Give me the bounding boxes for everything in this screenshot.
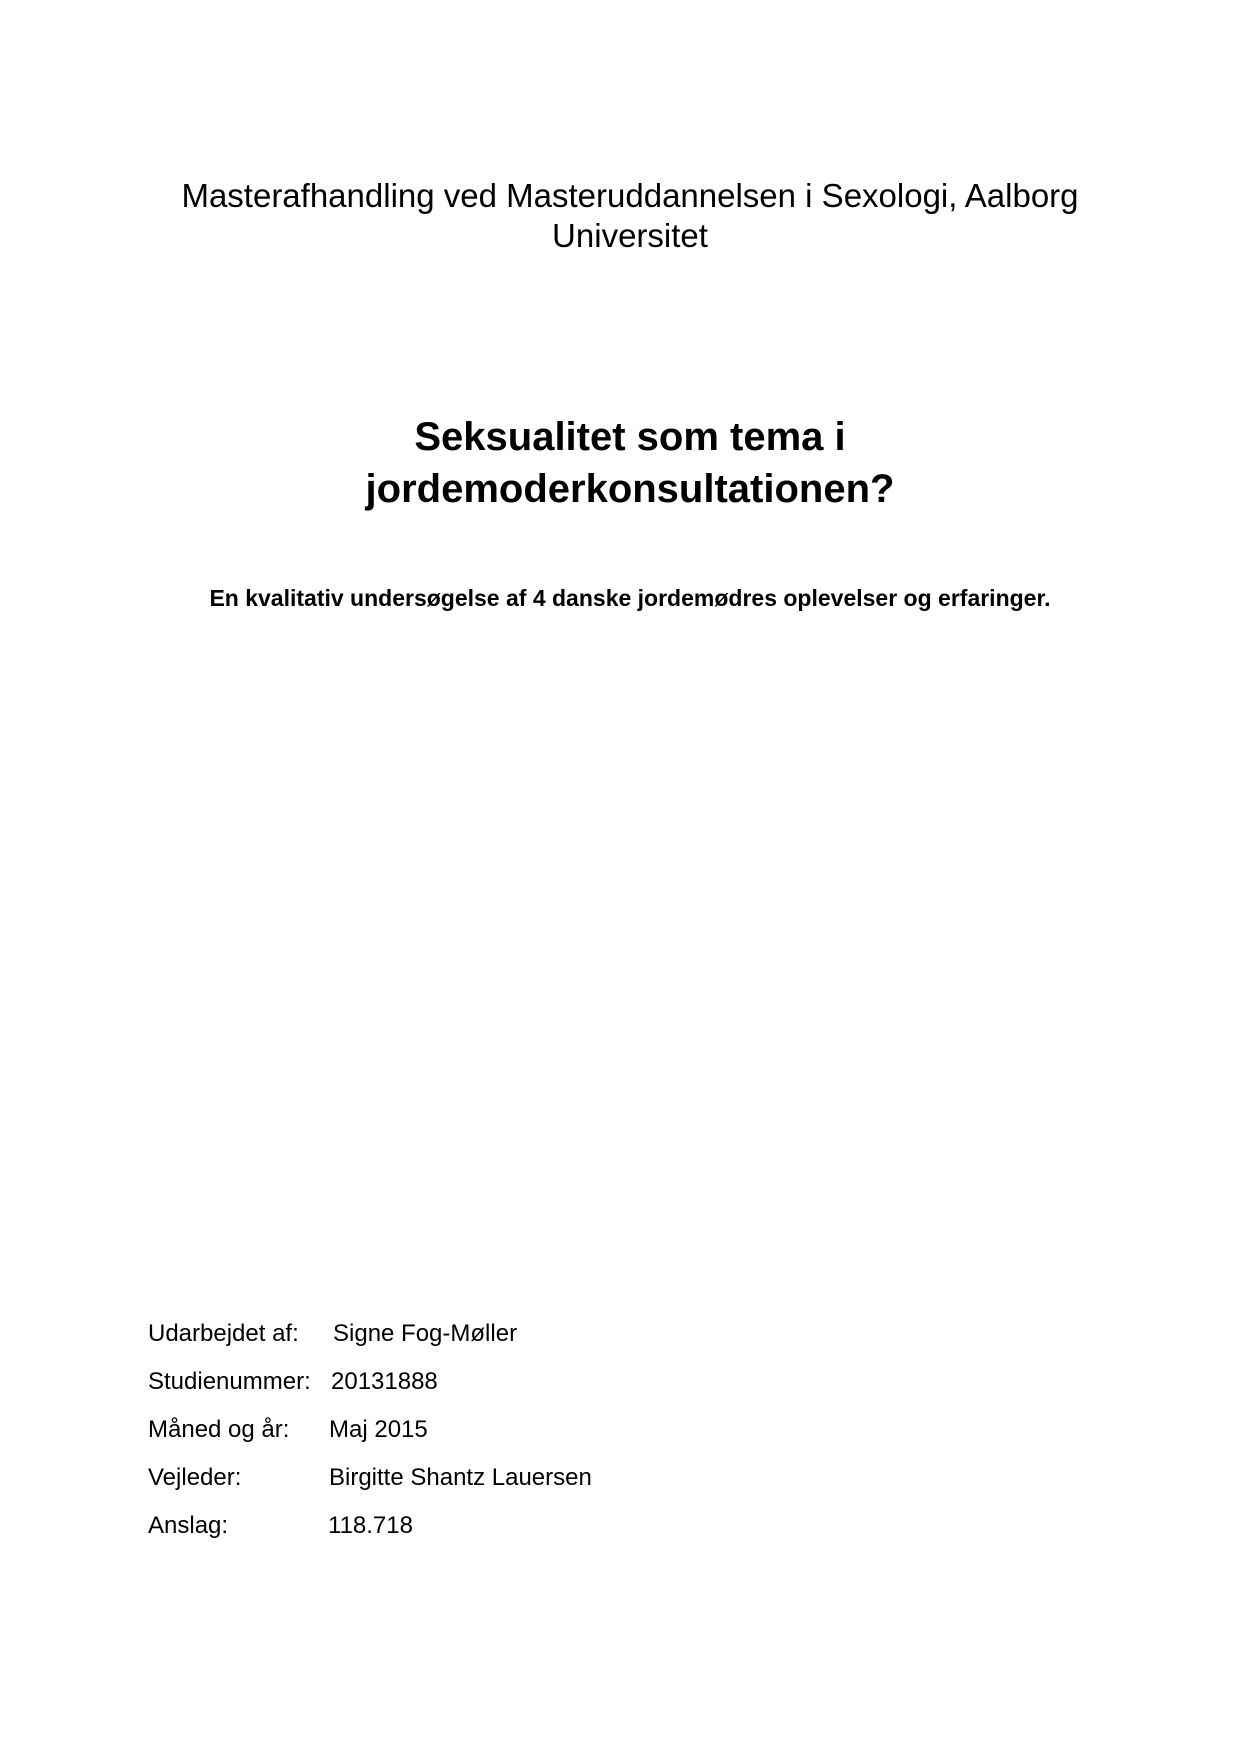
info-value: 20131888 — [331, 1368, 438, 1395]
institution-heading: Masterafhandling ved Masteruddannelsen i Sexologi, Aalborg Universitet — [181, 177, 1079, 254]
info-value: Maj 2015 — [329, 1416, 428, 1443]
info-value: Signe Fog-Møller — [333, 1320, 518, 1347]
thesis-title-line-1: Seksualitet som tema i — [414, 415, 846, 459]
thesis-title — [130, 411, 1130, 515]
info-value: Birgitte Shantz Lauersen — [329, 1464, 592, 1491]
info-label: Måned og år: — [148, 1416, 290, 1443]
info-label: Anslag: — [148, 1512, 229, 1539]
thesis-subtitle: En kvalitativ undersøgelse af 4 danske jordemødres oplevelser og erfaringer. — [209, 585, 1051, 611]
info-label: Studienummer: — [148, 1368, 311, 1395]
info-value: 118.718 — [328, 1512, 413, 1539]
info-label: Vejleder: — [148, 1464, 242, 1491]
thesis-title-line-2: jordemoderkonsultationen? — [365, 467, 895, 511]
info-label: Udarbejdet af: — [148, 1320, 299, 1347]
